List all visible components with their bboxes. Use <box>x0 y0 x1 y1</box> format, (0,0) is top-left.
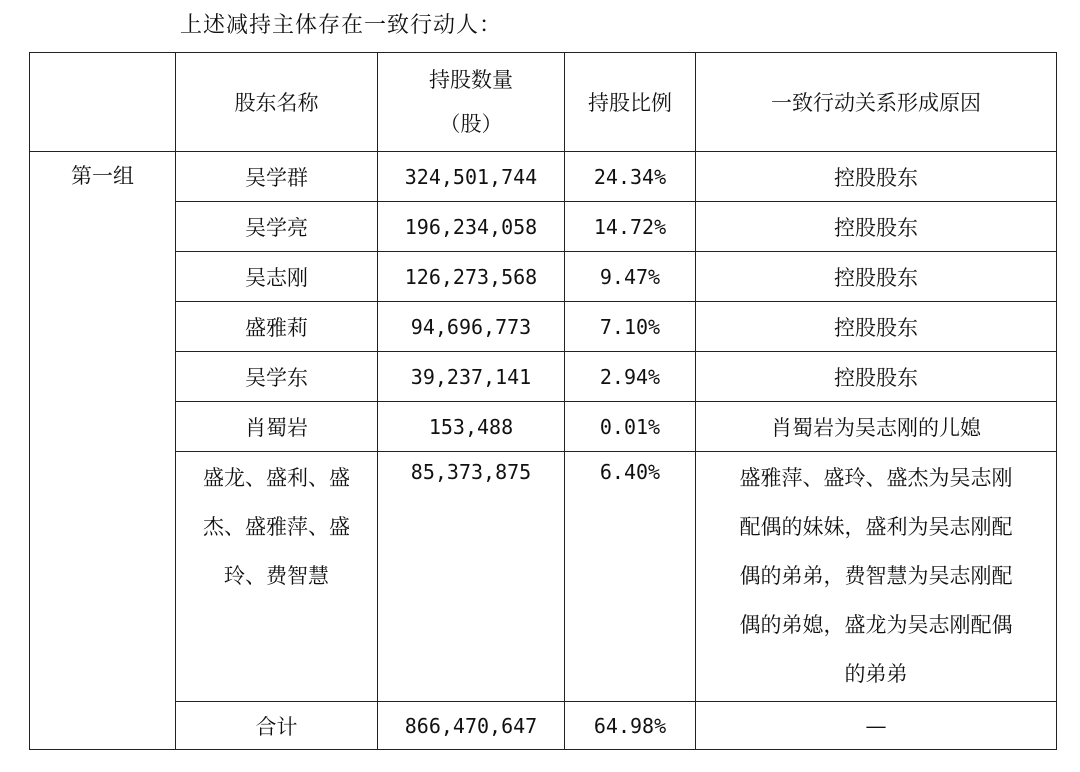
group-label: 第一组 <box>30 152 176 750</box>
shareholder-names-group <box>176 452 378 702</box>
ratio-value: 24.34% <box>565 152 696 202</box>
ratio-value: 9.47% <box>565 252 696 302</box>
table-row <box>30 152 1057 202</box>
shareholder-table <box>29 52 1057 750</box>
intro-text: 上述减持主体存在一致行动人： <box>180 13 503 38</box>
reason-text: 肖蜀岩为吴志刚的儿媳 <box>696 402 1057 452</box>
reason-line: 配偶的妹妹，盛利为吴志刚配 <box>739 515 1013 539</box>
shareholder-name: 吴学东 <box>176 352 378 402</box>
total-ratio: 64.98% <box>565 702 696 750</box>
reason-text: 控股股东 <box>696 152 1057 202</box>
table-row <box>30 352 1057 402</box>
shareholder-names-line: 杰、盛雅萍、盛 <box>203 515 350 539</box>
shares-value: 39,237,141 <box>378 352 565 402</box>
reason-text-multi <box>696 452 1057 702</box>
header-reason: 一致行动关系形成原因 <box>696 53 1057 152</box>
shareholder-name: 吴学亮 <box>176 202 378 252</box>
header-name: 股东名称 <box>176 53 378 152</box>
shares-value: 324,501,744 <box>378 152 565 202</box>
ratio-value: 2.94% <box>565 352 696 402</box>
shares-value: 126,273,568 <box>378 252 565 302</box>
reason-text: 控股股东 <box>696 202 1057 252</box>
table-row-multi <box>30 452 1057 702</box>
ratio-value: 14.72% <box>565 202 696 252</box>
ratio-value: 6.40% <box>565 452 696 702</box>
total-shares: 866,470,647 <box>378 702 565 750</box>
ratio-value: 0.01% <box>565 402 696 452</box>
total-label: 合计 <box>176 702 378 750</box>
header-shares <box>378 53 565 152</box>
reason-text: 控股股东 <box>696 352 1057 402</box>
reason-text: 控股股东 <box>696 302 1057 352</box>
reason-line: 盛雅萍、盛玲、盛杰为吴志刚 <box>739 466 1013 490</box>
shareholder-names-line: 玲、费智慧 <box>224 564 329 588</box>
shares-value: 196,234,058 <box>378 202 565 252</box>
shareholder-name: 肖蜀岩 <box>176 402 378 452</box>
reason-text: 控股股东 <box>696 252 1057 302</box>
shareholder-name: 吴志刚 <box>176 252 378 302</box>
table-header-row <box>30 53 1057 152</box>
header-ratio: 持股比例 <box>565 53 696 152</box>
table-row <box>30 402 1057 452</box>
reason-line: 偶的弟弟，费智慧为吴志刚配 <box>739 564 1013 588</box>
table-row <box>30 302 1057 352</box>
table-row <box>30 202 1057 252</box>
shareholder-names-line: 盛龙、盛利、盛 <box>203 466 350 490</box>
shares-value: 85,373,875 <box>378 452 565 702</box>
reason-line: 的弟弟 <box>844 662 908 686</box>
table-row <box>30 252 1057 302</box>
total-reason: — <box>696 702 1057 750</box>
shares-value: 94,696,773 <box>378 302 565 352</box>
reason-line: 偶的弟媳，盛龙为吴志刚配偶 <box>739 613 1013 637</box>
shares-value: 153,488 <box>378 402 565 452</box>
shareholder-name: 盛雅莉 <box>176 302 378 352</box>
header-group <box>30 53 176 152</box>
ratio-value: 7.10% <box>565 302 696 352</box>
shareholder-name: 吴学群 <box>176 152 378 202</box>
header-shares-line2: （股） <box>439 112 503 136</box>
table-total-row <box>30 702 1057 750</box>
header-shares-line1: 持股数量 <box>429 68 513 92</box>
